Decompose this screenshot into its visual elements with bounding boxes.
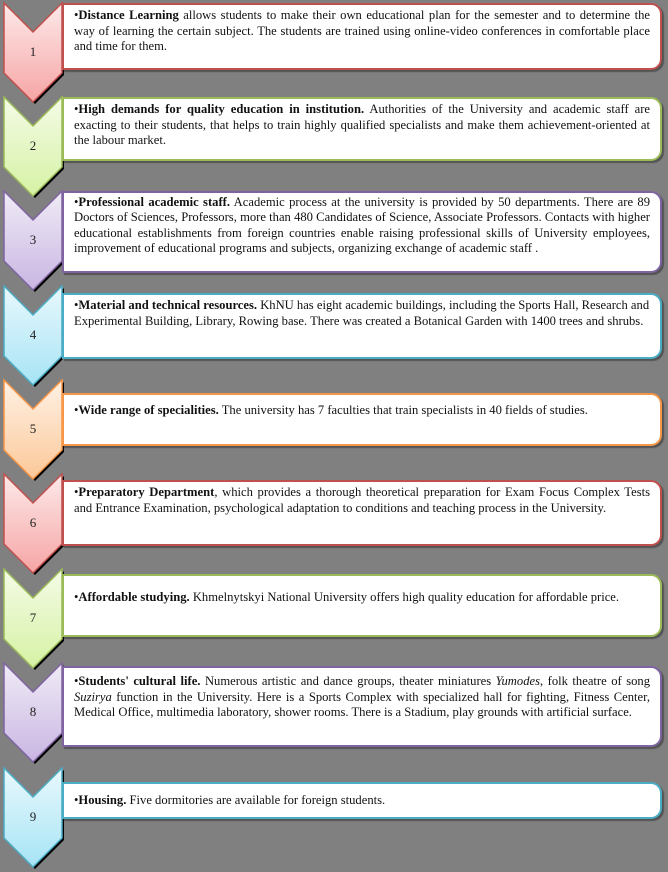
group-name-suzirya: Suzirya: [74, 689, 112, 704]
item-text: KhNU has eight academic buildings, including the Sports Hall, Research and Experimental Building, Library, Rowing base. There was created a Botanical Garden with 1400 trees and shrubs.: [74, 298, 650, 328]
bullet: •: [74, 298, 79, 312]
item-text: Khmelnytskyi National University offers high quality education for affordable price.: [189, 590, 620, 604]
step-number: 6: [29, 515, 37, 530]
chevron-4: [0, 283, 66, 387]
text-box-6: [62, 480, 662, 546]
item-title: Affordable studying.: [78, 590, 190, 604]
step-number: 3: [29, 232, 37, 247]
chevron-5: [0, 377, 66, 481]
text-box-9: [62, 782, 662, 819]
step-number: 7: [29, 610, 37, 625]
text-box-5: [62, 393, 662, 446]
bullet: •: [74, 8, 79, 22]
text-box-1: [62, 3, 662, 70]
item-text: , folk theatre of song: [539, 674, 650, 688]
item-title: Distance Learning: [78, 8, 179, 22]
text-box-8: [62, 666, 662, 747]
item-title: Wide range of specialities.: [78, 403, 219, 417]
bullet: •: [74, 674, 79, 688]
item-title: Housing.: [78, 793, 127, 807]
bullet: •: [74, 590, 79, 604]
group-name-yumodes: Yumodes: [495, 674, 540, 688]
bullet: •: [74, 403, 79, 417]
chevron-6: [0, 471, 66, 575]
item-title: Preparatory Department: [78, 485, 215, 499]
text-box-2: [62, 97, 662, 161]
step-number: 1: [29, 44, 37, 59]
text-box-3: [62, 191, 662, 273]
item-text: Authorities of the University and academic staff are exacting to their students, that helps to train highly qualified specialists and make them achievement-oriented at the labour market.: [74, 102, 651, 148]
text-box-7: [62, 574, 662, 637]
chevron-9: [0, 765, 66, 869]
step-number: 9: [29, 809, 37, 824]
item-text: Academic process at the university is provided by 50 departments. There are 89 Doctors of Sciences, Professors, more than 480 Candidates of Science, Associate Professors. Contacts with higher educational establishments from foreign countries enable raising professional skills of University employees, improvement of educational programs and subjects, organizing exchange of academic staff .: [74, 195, 650, 256]
item-text: The university has 7 faculties that train specialists in 40 fields of studies.: [218, 403, 588, 417]
item-text: function in the University. Here is a Sports Complex with specialized hall for fighting, Fitness Center, Medical Office, multimedia laboratory, shower rooms. There is a Stadium, play grounds with artificial surface.: [74, 689, 650, 720]
chevron-7: [0, 566, 66, 670]
item-text: Numerous artistic and dance groups, theater miniatures: [200, 674, 496, 688]
item-title: High demands for quality education in institution.: [78, 102, 365, 116]
bullet: •: [74, 793, 79, 807]
text-box-4: [62, 293, 662, 359]
chevron-2: [0, 94, 66, 198]
item-text: Five dormitories are available for foreign students.: [126, 793, 386, 807]
step-number: 2: [29, 138, 37, 153]
bullet: •: [74, 485, 79, 499]
item-text: allows students to make their own educational plan for the semester and to determine the way of learning the certain subject. The students are trained using online-video conferences in comfortable place and time for them.: [74, 8, 650, 54]
step-number: 4: [29, 327, 37, 342]
bullet: •: [74, 102, 79, 116]
step-number: 8: [29, 704, 37, 719]
chevron-1: [0, 0, 66, 104]
item-title: Students' cultural life.: [78, 674, 201, 688]
step-number: 5: [29, 421, 37, 436]
chevron-3: [0, 188, 66, 292]
chevron-8: [0, 660, 66, 764]
item-title: Professional academic staff.: [78, 195, 230, 209]
item-title: Material and technical resources.: [78, 298, 258, 312]
bullet: •: [74, 195, 79, 209]
item-text: , which provides a thorough theoretical preparation for Exam Focus Complex Tests and Entrance Examination, psychological adaptation to conditions and teaching process in the University.: [74, 485, 651, 515]
